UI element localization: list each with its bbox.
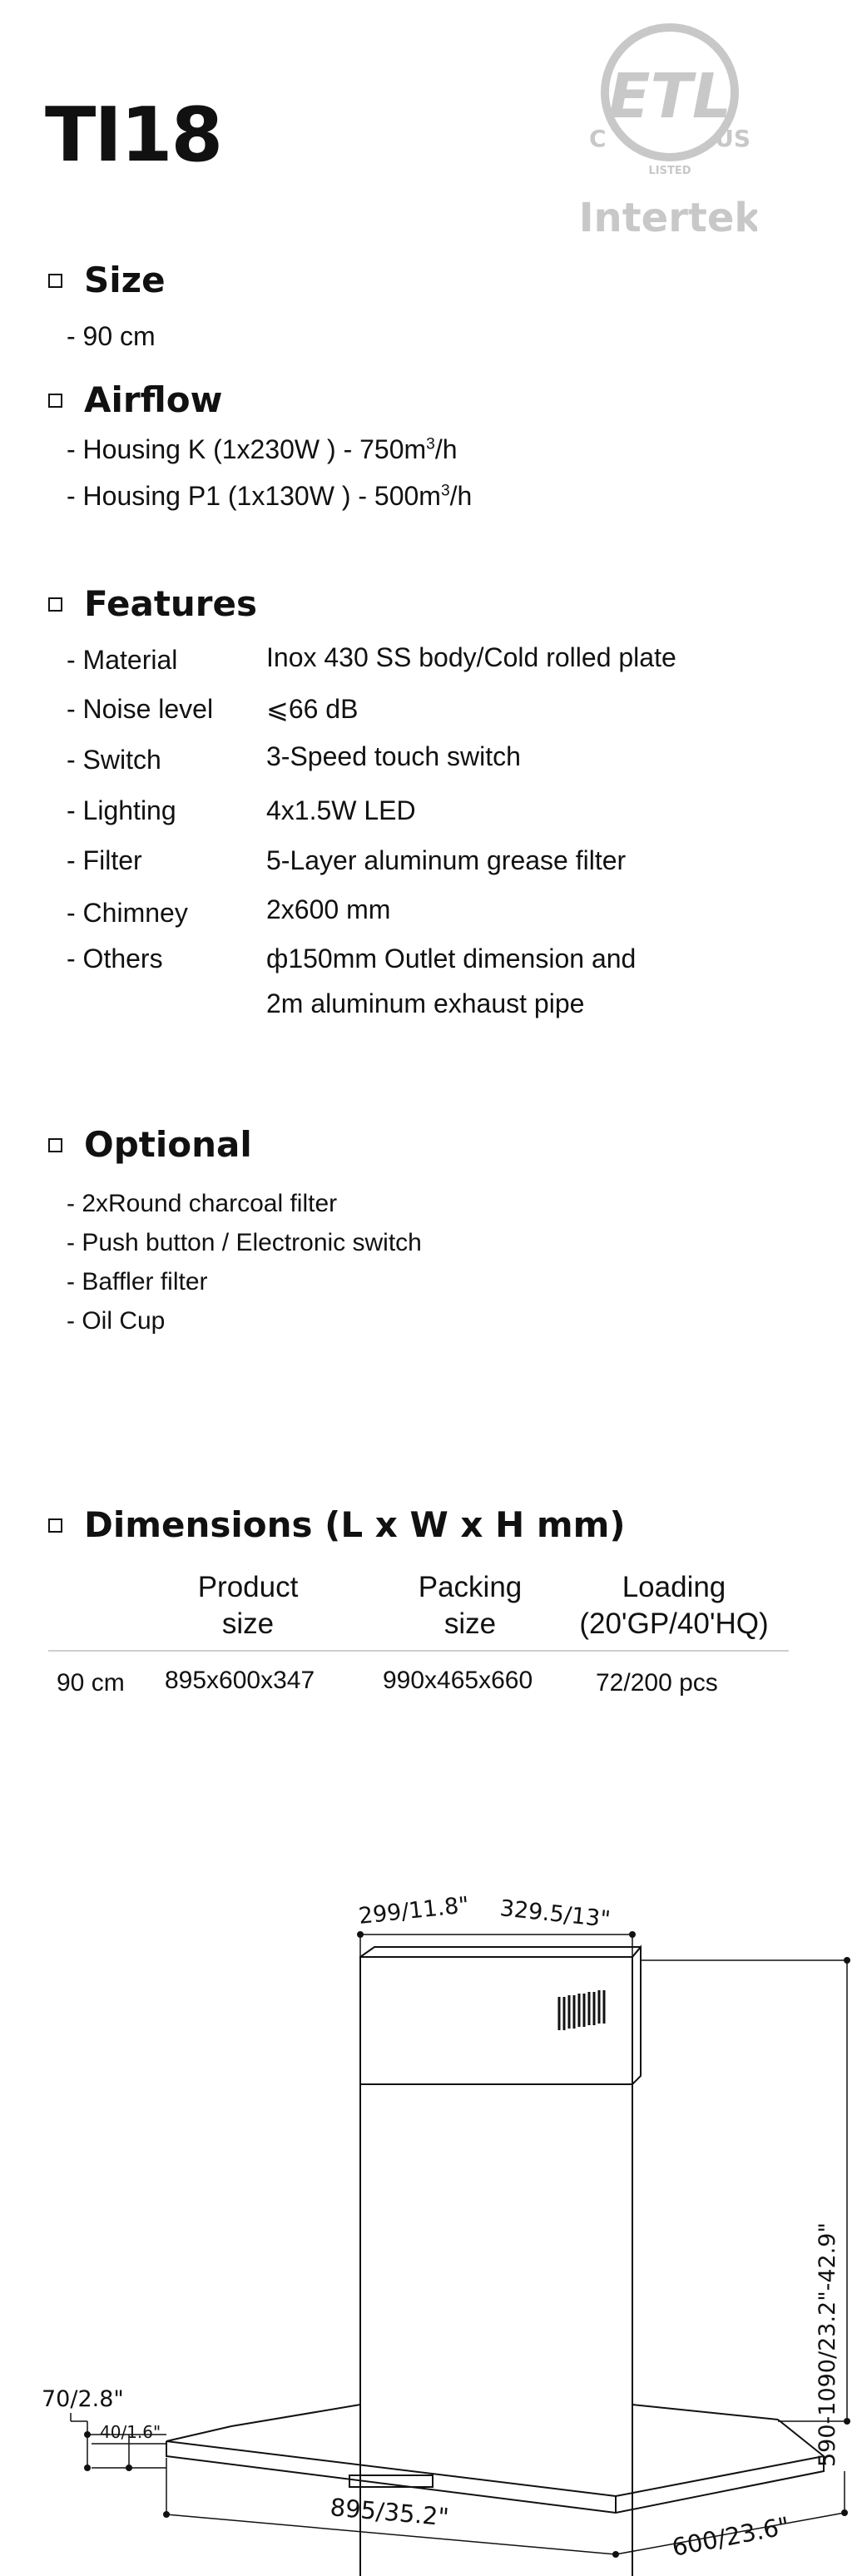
optional-item: - Oil Cup xyxy=(67,1307,166,1335)
size-item: - 90 cm xyxy=(67,321,156,351)
table-cell-packing-size: 990x465x660 xyxy=(383,1667,533,1694)
feature-value-others-line1: ф150mm Outlet dimension and xyxy=(266,944,637,973)
features-heading-text: Features xyxy=(84,583,257,624)
feature-label-lighting: - Lighting xyxy=(67,795,176,825)
column-header-loading: Loading (20'GP/40'HQ) xyxy=(579,1571,769,1640)
label-canopy-edge: 40/1.6" xyxy=(100,2422,161,2442)
checkbox-square-icon xyxy=(48,274,62,288)
feature-label-chimney: - Chimney xyxy=(67,898,188,928)
checkbox-square-icon xyxy=(48,597,62,612)
etl-certification-logo xyxy=(582,13,757,238)
size-heading-text: Size xyxy=(84,260,166,300)
table-cell-loading: 72/200 pcs xyxy=(596,1669,718,1697)
feature-label-filter: - Filter xyxy=(67,845,142,875)
column-header-product: Product size xyxy=(197,1571,299,1640)
label-height: 590-1090/23.2"-42.9" xyxy=(815,2222,840,2467)
chimney-top xyxy=(360,1947,641,1957)
label-width: 895/35.2" xyxy=(329,2493,450,2532)
feature-label-noise: - Noise level xyxy=(67,694,214,724)
model-title: TI18 xyxy=(45,92,222,179)
canopy-top xyxy=(231,2405,778,2426)
features-heading xyxy=(48,583,257,624)
optional-item: - Baffler filter xyxy=(67,1268,208,1295)
table-cell-product-size: 895x600x347 xyxy=(165,1667,315,1694)
airflow-item-housing-k: - Housing K (1x230W ) - $750m^3/h$ xyxy=(67,434,458,464)
airflow-item-housing-p1: - Housing P1 (1x130W ) - $500m^3/h$ xyxy=(67,481,473,511)
listed-text: LISTED xyxy=(648,165,691,177)
vent-grille-icon xyxy=(559,1990,604,2030)
label-chimney-depth: 329.5/13" xyxy=(498,1895,612,1933)
cert-us-text: US xyxy=(715,125,751,152)
dimensions-heading xyxy=(48,1504,626,1545)
table-cell-model: 90 cm xyxy=(57,1669,125,1697)
chimney-upper xyxy=(360,1957,632,2084)
size-heading xyxy=(48,260,166,300)
table-divider xyxy=(48,1650,789,1652)
optional-heading xyxy=(48,1124,252,1165)
feature-label-switch: - Switch xyxy=(67,745,161,775)
checkbox-square-icon xyxy=(48,394,62,408)
etl-mark-text: ETL xyxy=(607,61,732,132)
label-canopy-top: 70/2.8" xyxy=(42,2386,124,2412)
range-hood-dimension-drawing xyxy=(0,1864,867,2576)
feature-value-switch: 3-Speed touch switch xyxy=(266,741,521,771)
cert-c-text: C xyxy=(589,125,607,152)
column-header-packing: Packing size xyxy=(418,1571,523,1640)
airflow-heading xyxy=(48,379,223,420)
feature-value-chimney: 2x600 mm xyxy=(266,894,391,924)
checkbox-square-icon xyxy=(48,1518,62,1533)
feature-value-lighting: 4x1.5W LED xyxy=(266,795,416,825)
airflow-heading-text: Airflow xyxy=(84,379,223,420)
dimensions-heading-text: Dimensions (L x W x H mm) xyxy=(84,1504,626,1545)
feature-value-others-line2: 2m aluminum exhaust pipe xyxy=(266,988,585,1018)
label-chimney-width: 299/11.8" xyxy=(357,1892,471,1930)
optional-item: - Push button / Electronic switch xyxy=(67,1229,422,1256)
feature-value-material: Inox 430 SS body/Cold rolled plate xyxy=(266,642,676,672)
optional-heading-text: Optional xyxy=(84,1124,252,1165)
label-depth: 600/23.6" xyxy=(669,2511,792,2562)
intertek-text: Intertek xyxy=(582,195,757,238)
feature-value-noise: ⩽66 dB xyxy=(266,694,359,724)
feature-label-material: - Material xyxy=(67,645,178,675)
feature-value-filter: 5-Layer aluminum grease filter xyxy=(266,845,627,875)
checkbox-square-icon xyxy=(48,1138,62,1152)
optional-item: - 2xRound charcoal filter xyxy=(67,1190,338,1217)
feature-label-others: - Others xyxy=(67,944,163,973)
